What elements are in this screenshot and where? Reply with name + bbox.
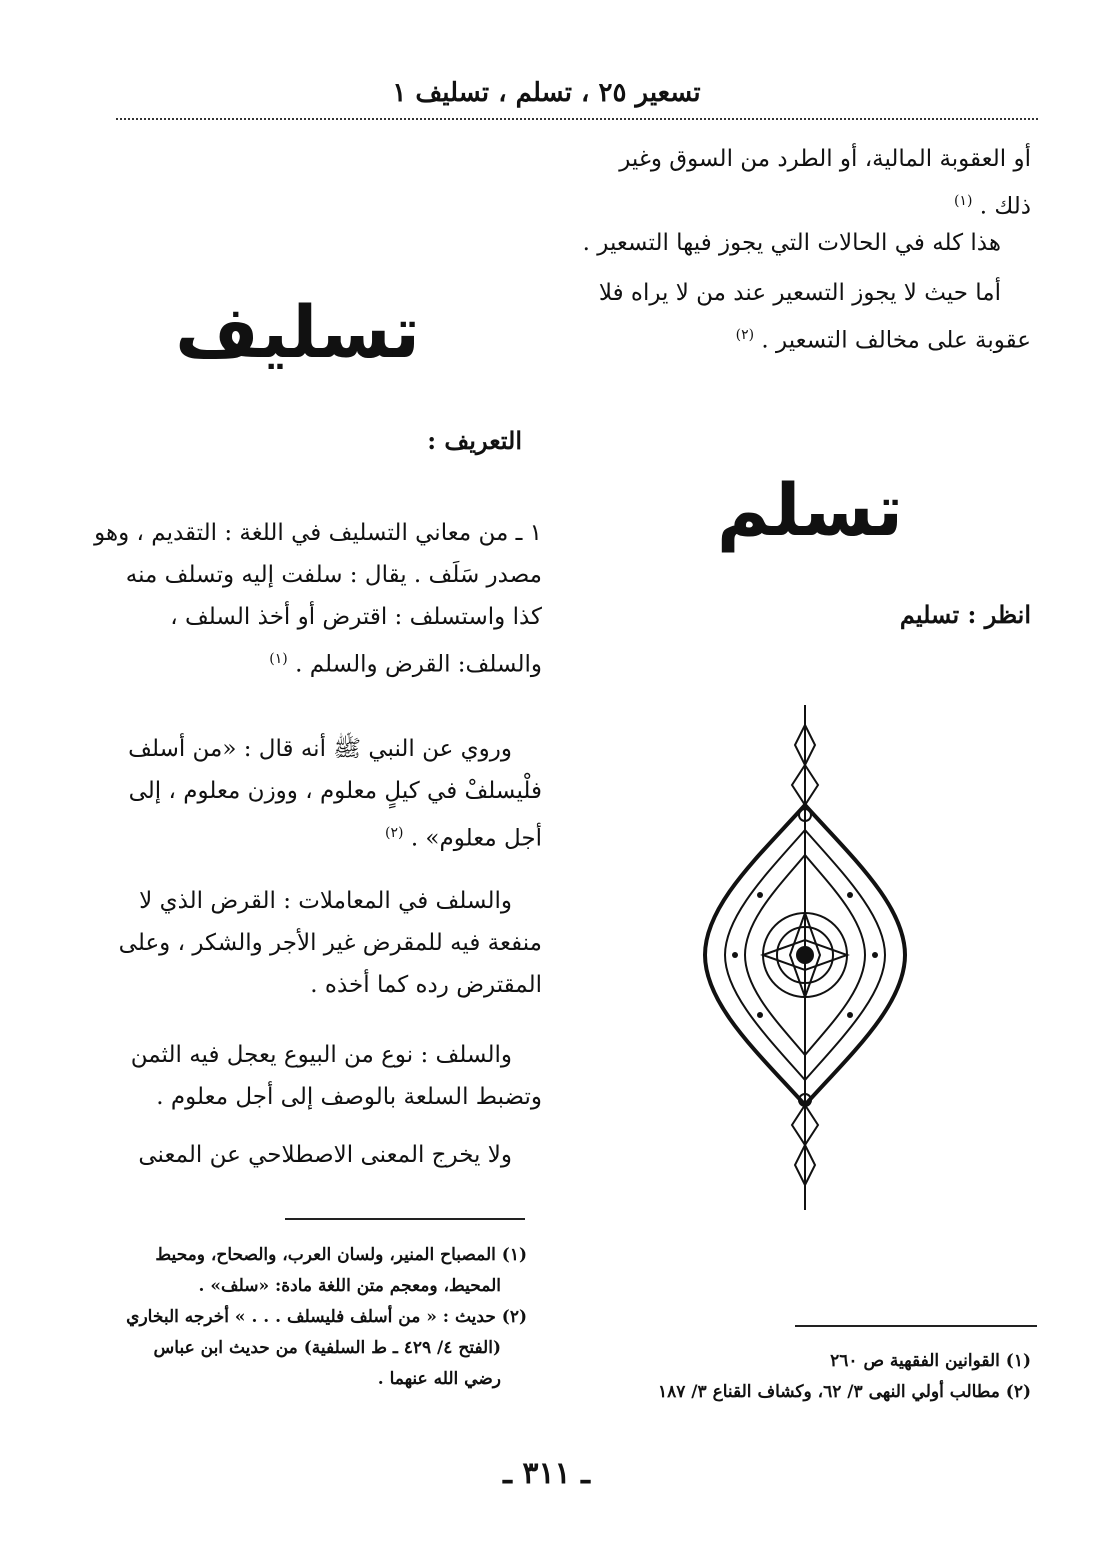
footnote-line: (٢) حديث : « من أسلف فليسلف . . . » أخرجه البخاري	[126, 1307, 527, 1327]
definition-paragraph-4	[72, 1034, 542, 1118]
text-line: فلْيسلفْ في كيلٍ معلوم ، ووزن معلوم ، إلى	[128, 778, 542, 804]
text-line: وتضبط السلعة بالوصف إلى أجل معلوم .	[156, 1084, 542, 1110]
text-line: وروي عن النبي ﷺ أنه قال : «من أسلف	[128, 736, 512, 762]
footnote-line: المحيط، ومعجم متن اللغة مادة: «سلف» .	[198, 1276, 501, 1296]
footnote-divider-right	[795, 1325, 1037, 1327]
text-line: ١ ـ من معاني التسليف في اللغة : التقديم ، وهو	[94, 520, 542, 546]
footnote-ref: (٢)	[735, 327, 755, 343]
footnote-line: رضي الله عنهما .	[377, 1369, 501, 1389]
page-number: ـ ٣١١ ـ	[503, 1456, 590, 1491]
continuation-paragraph	[531, 138, 1031, 228]
footnote-ref: (١)	[269, 651, 288, 667]
text-line: منفعة فيه للمقرض غير الأجر والشكر ، وعلى	[118, 930, 542, 956]
footnote-line: (الفتح ٤/ ٤٢٩ ـ ط السلفية) من حديث ابن عباس	[153, 1338, 501, 1358]
footnotes-left	[72, 1240, 527, 1395]
text-line: عقوبة على مخالف التسعير . $^{(٢)}$	[735, 327, 1031, 354]
footnote-line: (٢) مطالب أولي النهى ٣/ ٦٢، وكشاف القناع ٣/ ١٨٧	[657, 1382, 1031, 1402]
section-heading-definition: التعريف :	[427, 426, 522, 455]
paragraph-3	[531, 272, 1031, 362]
text-line: ذلك . $^{(١)}$	[953, 193, 1031, 220]
text-line: والسلف : نوع من البيوع يعجل فيه الثمن	[130, 1042, 512, 1068]
footnote-divider-left	[285, 1218, 525, 1220]
footnote-ref: (١)	[953, 193, 973, 209]
definition-paragraph-2	[72, 728, 542, 860]
arabesque-ornament-icon	[700, 705, 910, 1210]
footnote-line: (١) المصباح المنير، ولسان العرب، والصحاح، ومحيط	[155, 1245, 527, 1265]
running-header: تسعير ٢٥ ، تسلم ، تسليف ١	[392, 78, 701, 108]
text-line: مصدر سَلَف . يقال : سلفت إليه وتسلف منه	[125, 562, 542, 588]
text-line: المقترض رده كما أخذه .	[310, 972, 542, 998]
footnote-line: (١) القوانين الفقهية ص ٢٦٠	[830, 1351, 1031, 1371]
text-line: والسلف: القرض والسلم . $^{(١)}$	[269, 651, 542, 678]
paragraph-2	[531, 222, 1031, 264]
text-line: أما حيث لا يجوز التسعير عند من لا يراه فلا	[598, 280, 1001, 306]
text-line: أو العقوبة المالية، أو الطرد من السوق وغير	[619, 146, 1031, 172]
header-divider	[116, 118, 1038, 120]
text-line: هذا كله في الحالات التي يجوز فيها التسعير .	[582, 230, 1001, 256]
entry-title-tasallum: تسلم	[716, 468, 904, 552]
text-line: كذا واستسلف : اقترض أو أخذ السلف ،	[170, 604, 542, 630]
definition-paragraph-1	[72, 512, 542, 686]
definition-paragraph-3	[72, 880, 542, 1006]
see-also-reference: انظر : تسليم	[899, 600, 1031, 629]
footnote-ref: (٢)	[385, 825, 404, 841]
text-line: أجل معلوم» . $^{(٢)}$	[385, 825, 542, 852]
text-line: ولا يخرج المعنى الاصطلاحي عن المعنى	[138, 1142, 512, 1168]
footnotes-right	[561, 1346, 1031, 1408]
definition-paragraph-5	[72, 1134, 542, 1176]
entry-title-tasleef: تسليف	[175, 290, 420, 374]
text-line: والسلف في المعاملات : القرض الذي لا	[139, 888, 512, 914]
